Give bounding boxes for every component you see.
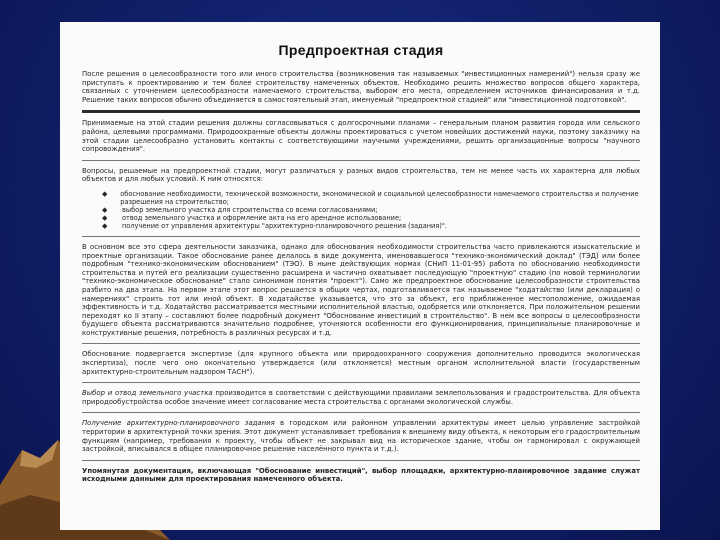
paragraph-justification: В основном все это сфера деятельности заказчика, однако для обоснования необходимости строительства часто привлекаются изыскательские и проектные организации. Такое обоснование ранее делалось в виде документа, именовавшегося "технико-экономический доклад" (ТЭД) или более подробным "технико-экономическим обоснованием" (ТЭО). В ныне действующих нормах (СНиП 11-01-95) работа по обоснованию необходимости строительства и путей его реализации существенно расширена и частично охватывает последующую "проектную" стадию (по новой терминологии "технико-экономическое обоснование" стало синонимом понятия "проект"). Само же предпроектное обоснование целесообразности строительства разбито на два этапа. На первом этапе этот вопрос решается в общих чертах, подготавливается так называемое "ходатайство (или декларация) о намерениях" строить тот или иной объект. В ходатайстве указывается, что это за объект, его приближенное местоположение, ожидаемая эффективность и т.д. Ходатайство рассматривается местными исполнительной властью, одобряется или отклоняется. При положительном решении переходят ко II этапу – составляют более подробный документ "Обоснование инвестиций в строительство". В нем все вопросы о целесообразности будущего объекта рассматриваются значительно подробнее, уточняются особенности его функционирования, принципиальные планировочные и конструктивные решения, потребность в различных ресурсах и т.д. xyxy=(82,242,640,337)
paragraph-intro: После решения о целесообразности того или иного строительства (возникновения так называемых "инвестиционных намерений") нельзя сразу же приступать к проектированию и тем более строительству намеченных объектов. Необходимо решить множество вопросов общего характера, связанных с уточнением целесообразности намечаемого строительства, выбором его места, определением источников финансирования и т.д. Решение таких вопросов обычно объединяется в самостоятельный этап, именуемый "предпроектной стадией" или "инвестиционной подготовкой". xyxy=(82,70,640,104)
paragraph-conclusion: Упомянутая документация, включающая "Обоснование инвестиций", выбор площадки, архитектурно-планировочное задание служат исходными данными для проектирования намеченного объекта. xyxy=(82,466,640,484)
bullet-icon: ◆ xyxy=(102,205,108,214)
divider xyxy=(82,160,640,161)
paragraph-questions: Вопросы, решаемые на предпроектной стадии, могут различаться у разных видов строительства, тем не менее часть их характерна для любых объектов и для любых условий. К ним относятся: xyxy=(82,166,640,184)
divider xyxy=(82,460,640,461)
page-title: Предпроектная стадия xyxy=(278,42,444,58)
list-item: ◆ отвод земельного участка и оформление акта на его арендное использование; xyxy=(82,214,640,222)
list-item: ◆ обоснование необходимости, технической возможности, экономической и социальной целесообразности намечаемого строительства и получение разрешения на строительство; xyxy=(82,190,640,206)
divider xyxy=(82,412,640,413)
document-page xyxy=(60,22,660,530)
paragraph-expertise: Обоснование подвергается экспертизе (для крупного объекта или природоохранного сооружения дополнительно проводится экологическая экспертиза), после чего оно окончательно утверждается (или отклоняется) местным органом исполнительной власти (государственным архитектурно-строительным надзором ТАСН"). xyxy=(82,350,640,376)
bullet-list xyxy=(82,190,640,230)
bullet-icon: ◆ xyxy=(102,213,108,222)
bullet-icon: ◆ xyxy=(102,189,108,198)
paragraph-land-selection: Выбор и отвод земельного участка производится в соответствии с действующими правилами землепользования и градостроительства. Для объекта природообустройства особое значение имеет согласование места строительства с органами экологической службы. xyxy=(82,389,640,406)
divider xyxy=(82,343,640,344)
list-item: ◆ выбор земельного участка для строительства со всеми согласованиями; xyxy=(82,206,640,214)
list-item: ◆ получение от управления архитектуры "архитектурно-планировочного решения (задания)". xyxy=(82,222,640,230)
bullet-icon: ◆ xyxy=(102,221,108,230)
divider xyxy=(82,382,640,383)
divider xyxy=(82,236,640,237)
divider xyxy=(82,110,640,113)
paragraph-plans: Принимаемые на этой стадии решения должны согласовываться с долгосрочными планами – генеральным планом развития города или сельского района, целевыми программами. Природоохранные объекты должны проектироваться с учетом новейших достижений науки, поэтому заказчику на этой стадии целесообразно установить контакты с соответствующими научными учреждениями, решить организационные вопросы "научного сопровождения". xyxy=(82,119,640,154)
paragraph-architecture-task: Получение архитектурно-планировочного задания в городском или районном управлении архитектуры имеет целью управление застройкой территории в архитектурной точки зрения. Этот документ устанавливает требования к внешнему виду объекта, к некоторым его градостроительным функциям (например, требования к проекту, чтобы объект не закрывал вид на историческое здание, чтобы он гармонировал с окружающей застройкой, вписывался в общее планировочное решение населённого пункта и т.д.). xyxy=(82,419,640,454)
